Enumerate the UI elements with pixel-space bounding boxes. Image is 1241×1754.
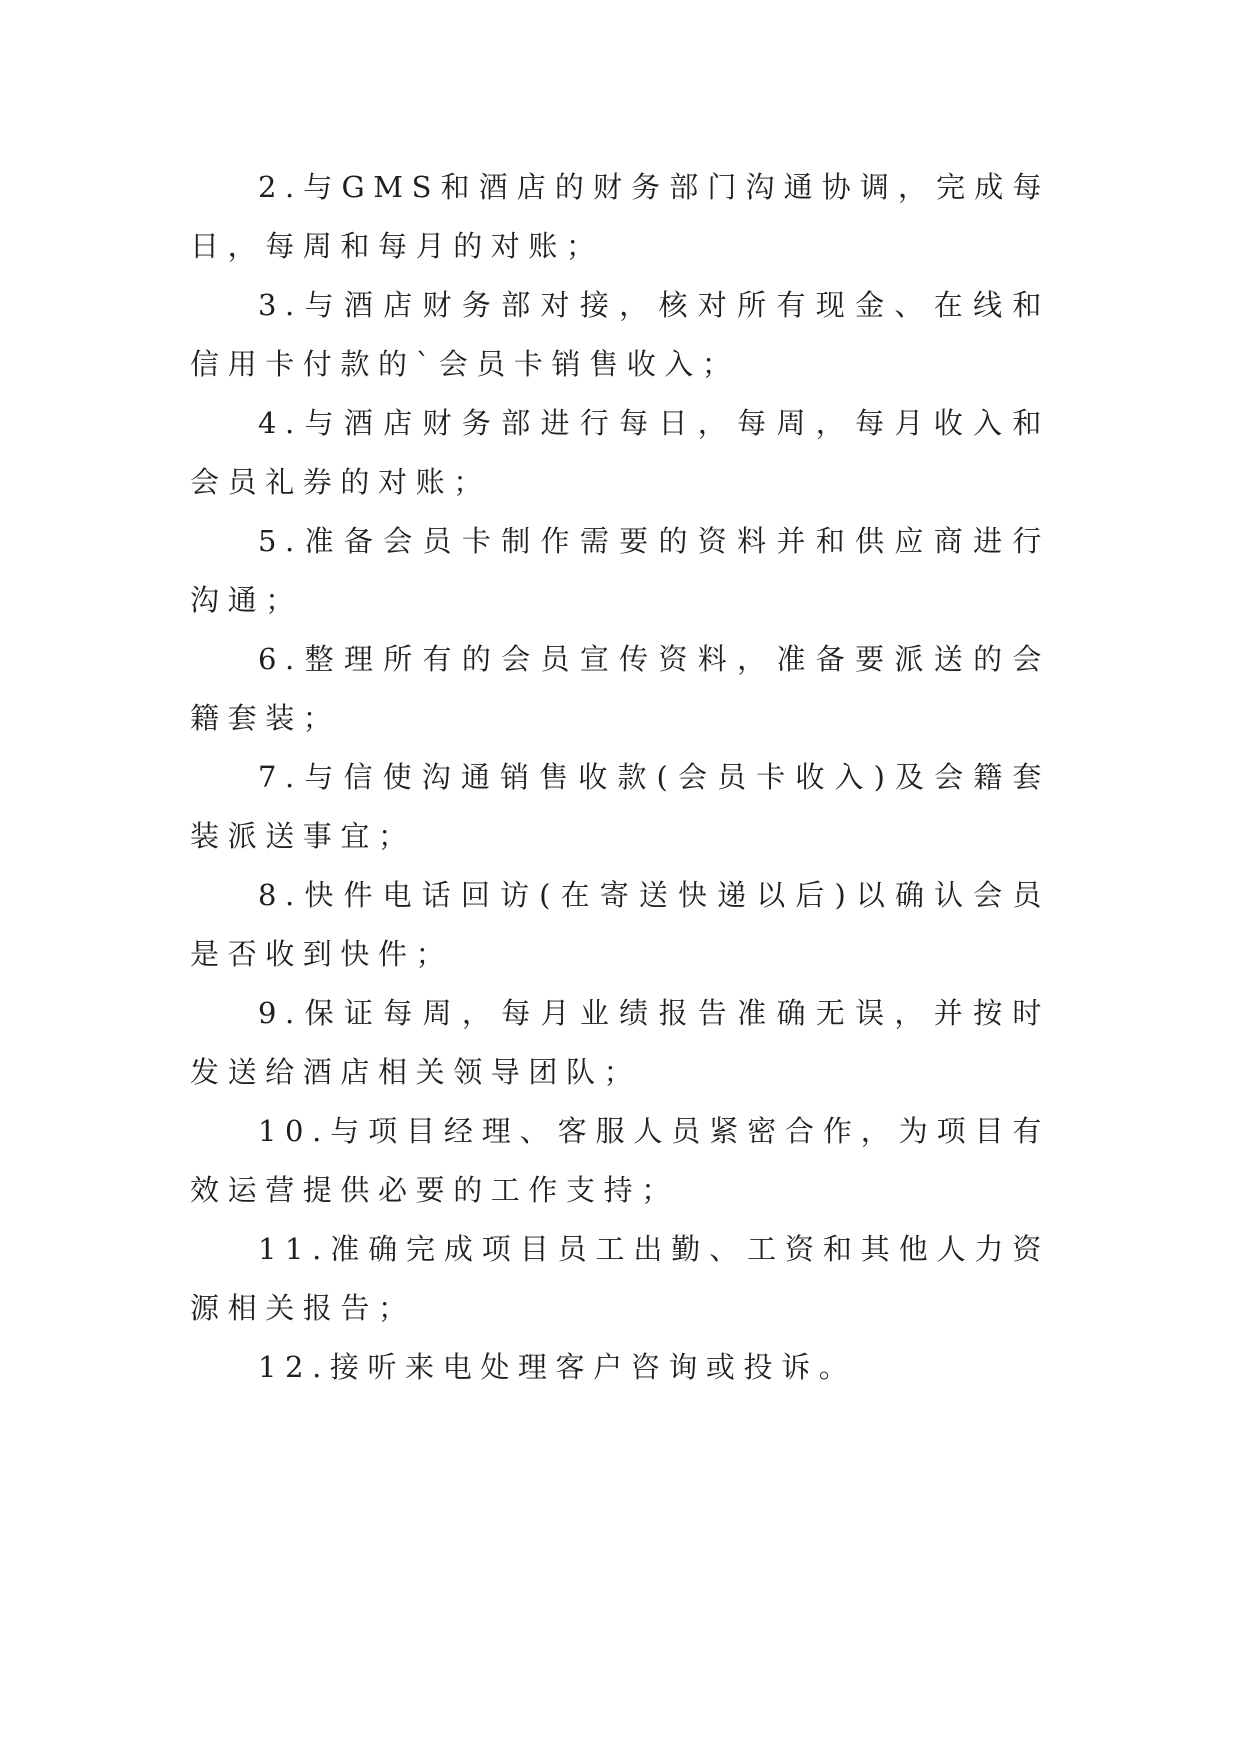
- list-item: 12.接听来电处理客户咨询或投诉。: [258, 1350, 857, 1384]
- list-item: 6.整理所有的会员宣传资料，准备要派送的会籍套装；: [190, 642, 1050, 735]
- list-item: 4.与酒店财务部进行每日，每周，每月收入和会员礼券的对账；: [190, 406, 1050, 499]
- list-item: 2.与GMS和酒店的财务部门沟通协调，完成每日，每周和每月的对账；: [190, 170, 1050, 263]
- list-item: 5.准备会员卡制作需要的资料并和供应商进行沟通；: [190, 524, 1050, 617]
- list-item: 8.快件电话回访(在寄送快递以后)以确认会员是否收到快件；: [190, 878, 1050, 971]
- list-item: 11.准确完成项目员工出勤、工资和其他人力资源相关报告；: [190, 1232, 1050, 1325]
- list-item: 3.与酒店财务部对接，核对所有现金、在线和信用卡付款的`会员卡销售收入；: [190, 288, 1050, 381]
- list-item: 10.与项目经理、客服人员紧密合作，为项目有效运营提供必要的工作支持；: [190, 1114, 1050, 1207]
- document-body: [190, 158, 1050, 1397]
- list-item: 7.与信使沟通销售收款(会员卡收入)及会籍套装派送事宜；: [190, 760, 1050, 853]
- list-item: 9.保证每周，每月业绩报告准确无误，并按时发送给酒店相关领导团队；: [190, 996, 1050, 1089]
